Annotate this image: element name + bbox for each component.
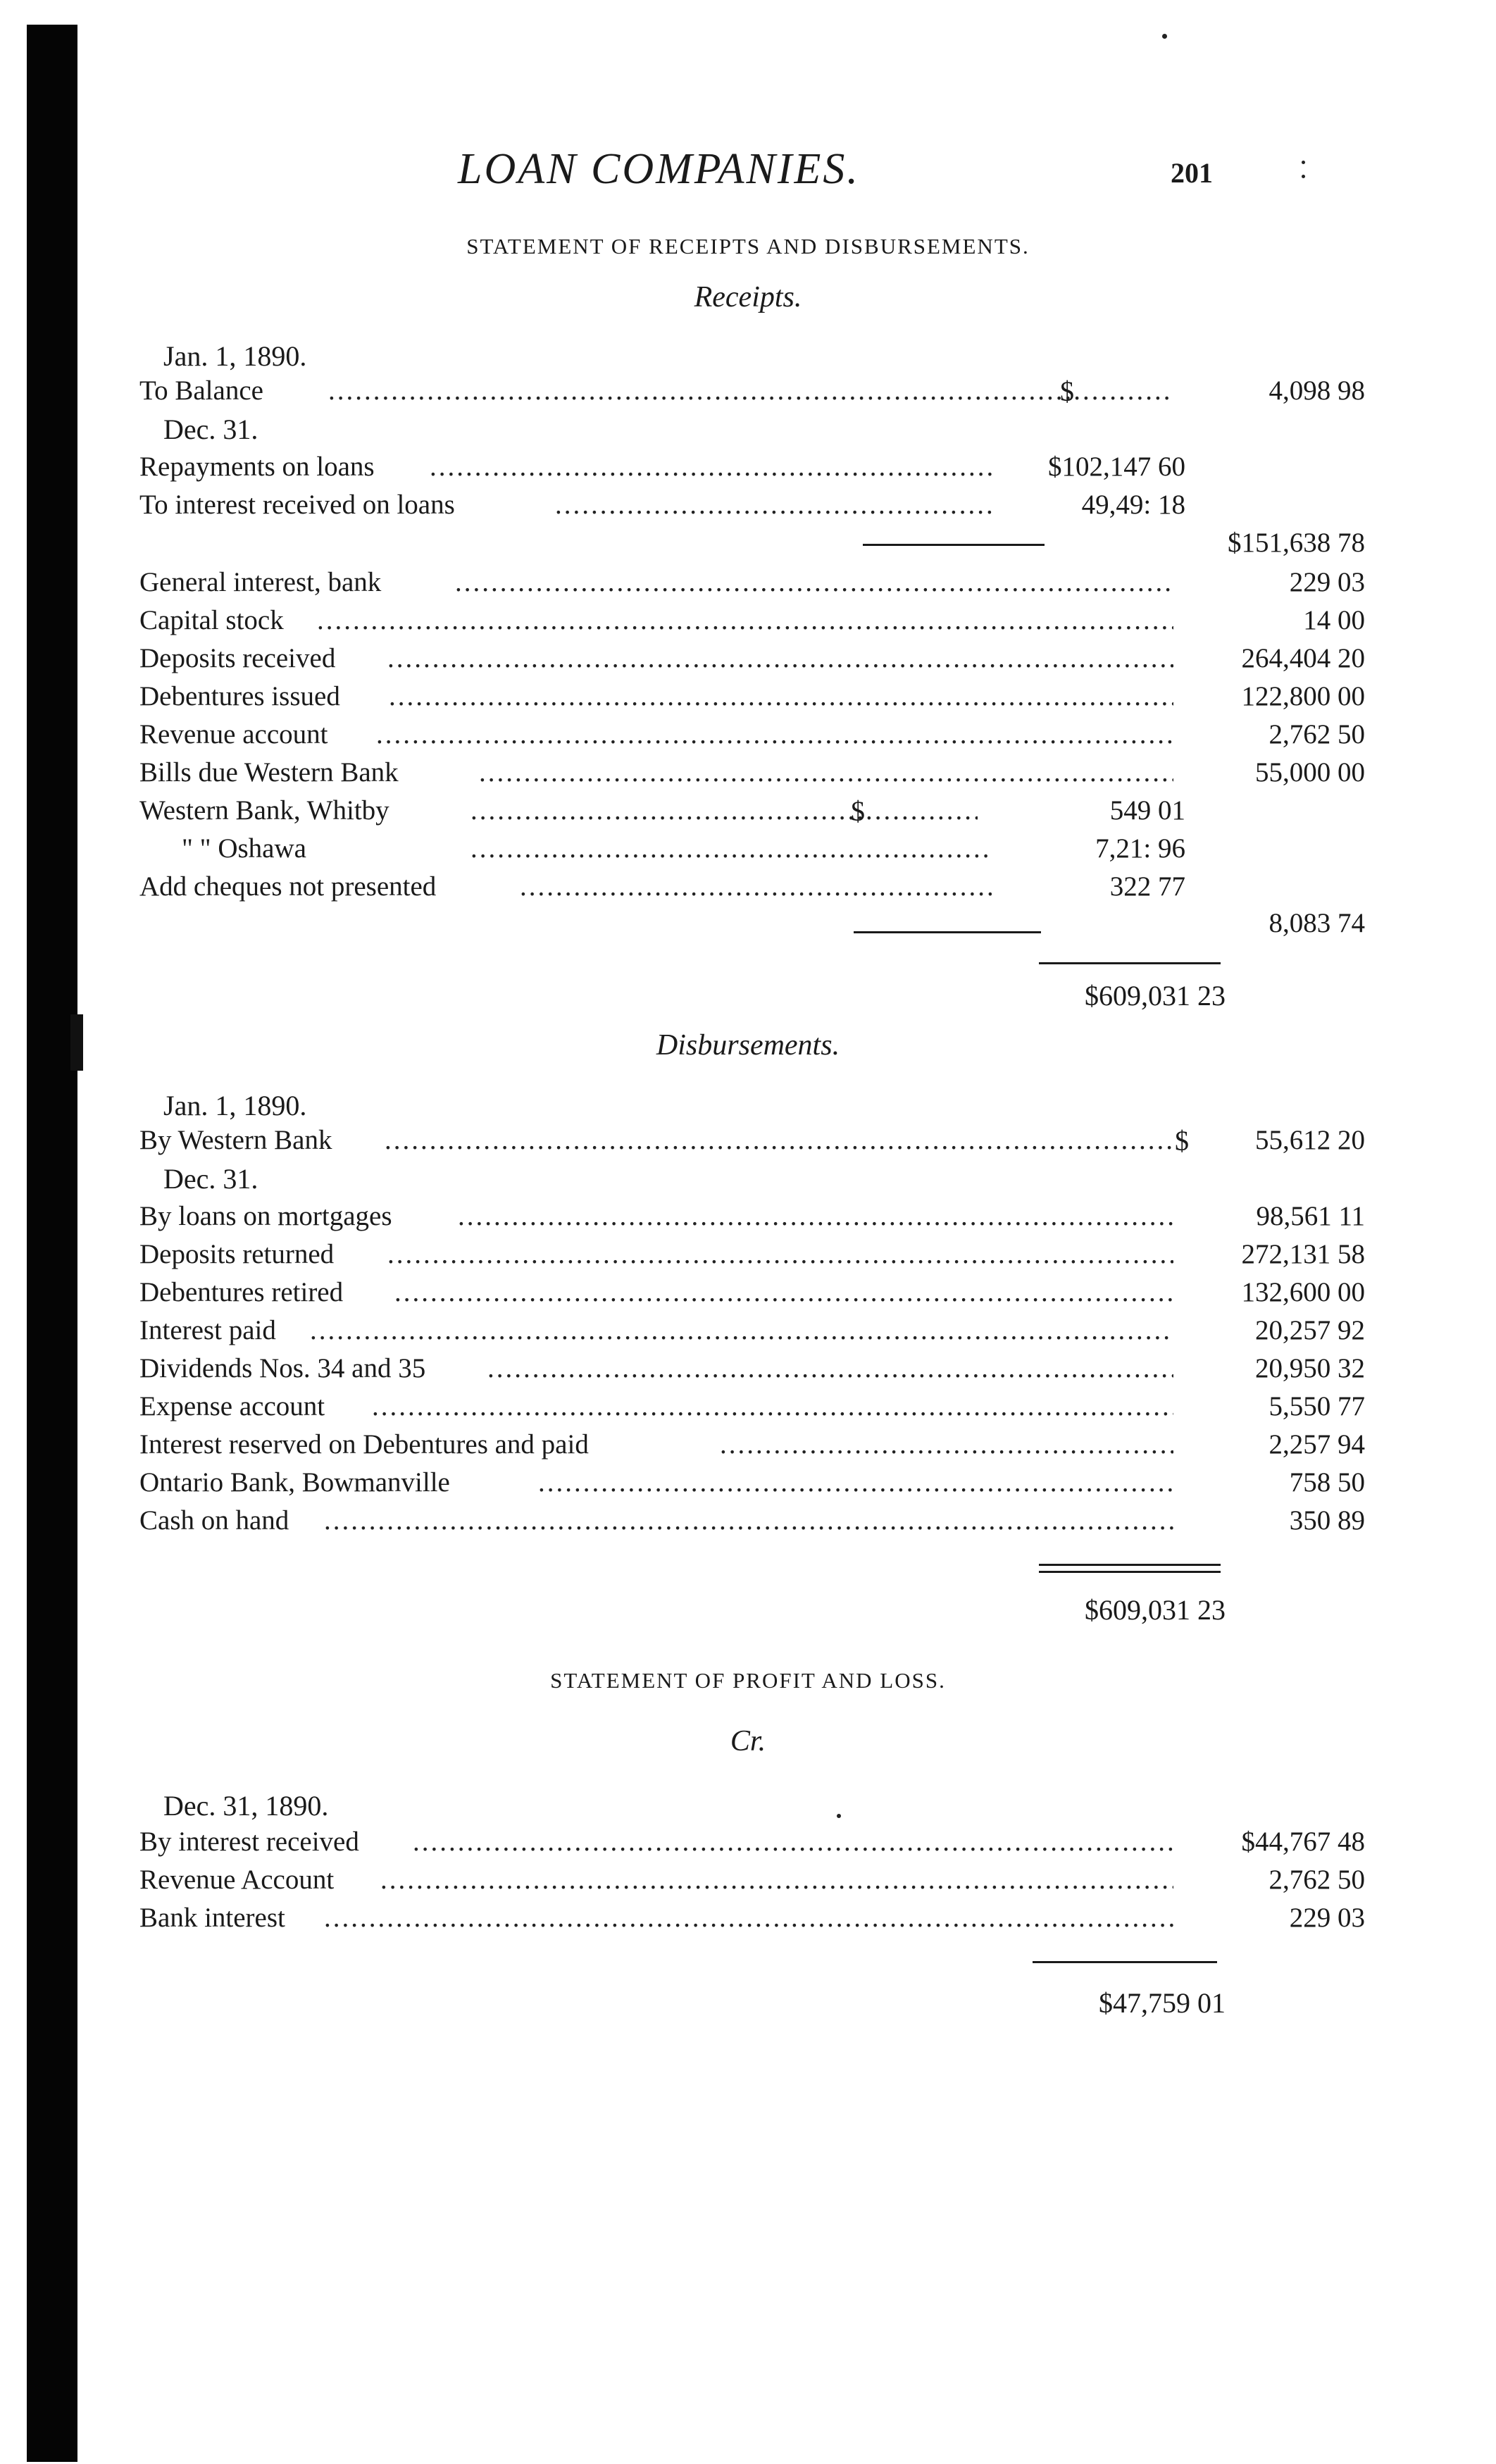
amount-total-column: 98,561 11 <box>1256 1201 1365 1231</box>
row-label: By loans on mortgages <box>139 1201 392 1231</box>
speck <box>1302 161 1305 164</box>
subtotal-rule <box>863 544 1045 546</box>
leader-dots <box>413 1826 1173 1858</box>
subheading-credit: Cr. <box>730 1725 766 1757</box>
row-label: By Western Bank <box>139 1125 332 1155</box>
row-label: General interest, bank <box>139 567 382 597</box>
row-label: Add cheques not presented <box>139 871 437 902</box>
row-label: Expense account <box>139 1391 325 1421</box>
amount-total-column: 758 50 <box>1289 1467 1365 1498</box>
row-label: Debentures issued <box>139 681 340 711</box>
amount-inner-column: $102,147 60 <box>1048 452 1185 482</box>
row-label: Revenue Account <box>139 1865 335 1895</box>
amount-total-column: 2,762 50 <box>1269 1865 1365 1895</box>
amount-total-column: 55,612 20 <box>1255 1125 1365 1155</box>
leader-dots <box>328 375 1173 406</box>
amount-inner-column: 49,49: 18 <box>1081 490 1185 520</box>
row-label: Revenue account <box>139 719 328 749</box>
leader-dots <box>720 1429 1173 1460</box>
amount-total-column: $44,767 48 <box>1241 1827 1365 1857</box>
leader-dots <box>317 604 1173 636</box>
amount-total-column: 132,600 00 <box>1241 1277 1365 1307</box>
leader-dots <box>458 1200 1173 1232</box>
row-label: To interest received on loans <box>139 490 455 520</box>
leader-dots <box>387 642 1173 674</box>
amount-inner-column: 322 77 <box>1109 871 1185 902</box>
date-line: Dec. 31, 1890. <box>163 1790 329 1822</box>
dollar-sign: $ <box>1175 1125 1189 1157</box>
running-title: LOAN COMPANIES. <box>458 145 860 193</box>
subheading-receipts: Receipts. <box>694 281 802 313</box>
leader-dots <box>376 718 1173 750</box>
amount-total-column: 272,131 58 <box>1241 1239 1365 1269</box>
amount-inner-column: 549 01 <box>1109 795 1185 826</box>
amount-inner-column: 7,21: 96 <box>1095 833 1185 864</box>
row-label: Western Bank, Whitby <box>139 795 389 826</box>
section-heading-profit-loss: STATEMENT OF PROFIT AND LOSS. <box>550 1668 946 1693</box>
row-label: Bank interest <box>139 1903 285 1933</box>
row-label: Repayments on loans <box>139 452 375 482</box>
date-line: Dec. 31. <box>163 413 258 445</box>
leader-dots <box>385 1124 1173 1156</box>
row-label: To Balance <box>139 375 263 406</box>
leader-dots <box>538 1467 1173 1498</box>
total-rule <box>1039 1564 1221 1566</box>
leader-dots <box>389 680 1173 712</box>
leader-dots <box>324 1902 1173 1934</box>
row-label: Bills due Western Bank <box>139 757 399 788</box>
dollar-sign: $ <box>851 795 865 827</box>
amount-total-column: 350 89 <box>1289 1505 1365 1536</box>
leader-dots <box>479 757 1173 788</box>
amount-total-column: 264,404 20 <box>1241 643 1365 673</box>
amount-total-column: 20,257 92 <box>1255 1315 1365 1345</box>
receipts-total: $609,031 23 <box>1085 980 1226 1012</box>
total-rule <box>1039 962 1221 964</box>
amount-total-column: 8,083 74 <box>1269 908 1365 938</box>
amount-total-column: 4,098 98 <box>1269 375 1365 406</box>
leader-dots <box>394 1276 1173 1308</box>
leader-dots <box>310 1314 1173 1346</box>
speck <box>1302 175 1305 178</box>
row-label: Cash on hand <box>139 1505 289 1536</box>
amount-total-column: 122,800 00 <box>1241 681 1365 711</box>
subtotal-rule <box>854 931 1041 933</box>
row-label: Deposits received <box>139 643 336 673</box>
speck <box>1162 34 1167 39</box>
row-label: " " Oshawa <box>182 833 306 864</box>
row-label: Ontario Bank, Bowmanville <box>139 1467 450 1498</box>
amount-total-column: 5,550 77 <box>1269 1391 1365 1421</box>
amount-total-column: 229 03 <box>1289 1903 1365 1933</box>
row-label: By interest received <box>139 1827 359 1857</box>
date-line: Jan. 1, 1890. <box>163 340 307 372</box>
section-heading-receipts-disbursements: STATEMENT OF RECEIPTS AND DISBURSEMENTS. <box>466 234 1030 259</box>
amount-total-column: 14 00 <box>1303 605 1365 635</box>
row-label: Deposits returned <box>139 1239 335 1269</box>
leader-dots <box>487 1352 1173 1384</box>
leader-dots <box>387 1238 1173 1270</box>
amount-total-column: 55,000 00 <box>1255 757 1365 788</box>
date-line: Jan. 1, 1890. <box>163 1090 307 1121</box>
disbursements-total: $609,031 23 <box>1085 1594 1226 1626</box>
total-rule <box>1033 1961 1217 1963</box>
leader-dots <box>455 566 1173 598</box>
total-rule <box>1039 1571 1221 1573</box>
dollar-sign: $ <box>1060 375 1074 407</box>
date-line: Dec. 31. <box>163 1163 258 1195</box>
row-label: Debentures retired <box>139 1277 344 1307</box>
amount-total-column: 2,257 94 <box>1269 1429 1365 1460</box>
profit-loss-total: $47,759 01 <box>1099 1987 1226 2019</box>
row-label: Interest reserved on Debentures and paid <box>139 1429 589 1460</box>
leader-dots <box>324 1505 1173 1536</box>
book-binding-edge <box>27 25 77 2462</box>
amount-total-column: $151,638 78 <box>1228 528 1365 558</box>
row-label: Capital stock <box>139 605 284 635</box>
amount-total-column: 20,950 32 <box>1255 1353 1365 1383</box>
speck <box>837 1814 841 1818</box>
page-number: 201 <box>1171 157 1213 189</box>
leader-dots <box>380 1864 1173 1896</box>
row-label: Interest paid <box>139 1315 276 1345</box>
subheading-disbursements: Disbursements. <box>656 1029 840 1062</box>
leader-dots <box>372 1390 1173 1422</box>
amount-total-column: 2,762 50 <box>1269 719 1365 749</box>
amount-total-column: 229 03 <box>1289 567 1365 597</box>
row-label: Dividends Nos. 34 and 35 <box>139 1353 426 1383</box>
